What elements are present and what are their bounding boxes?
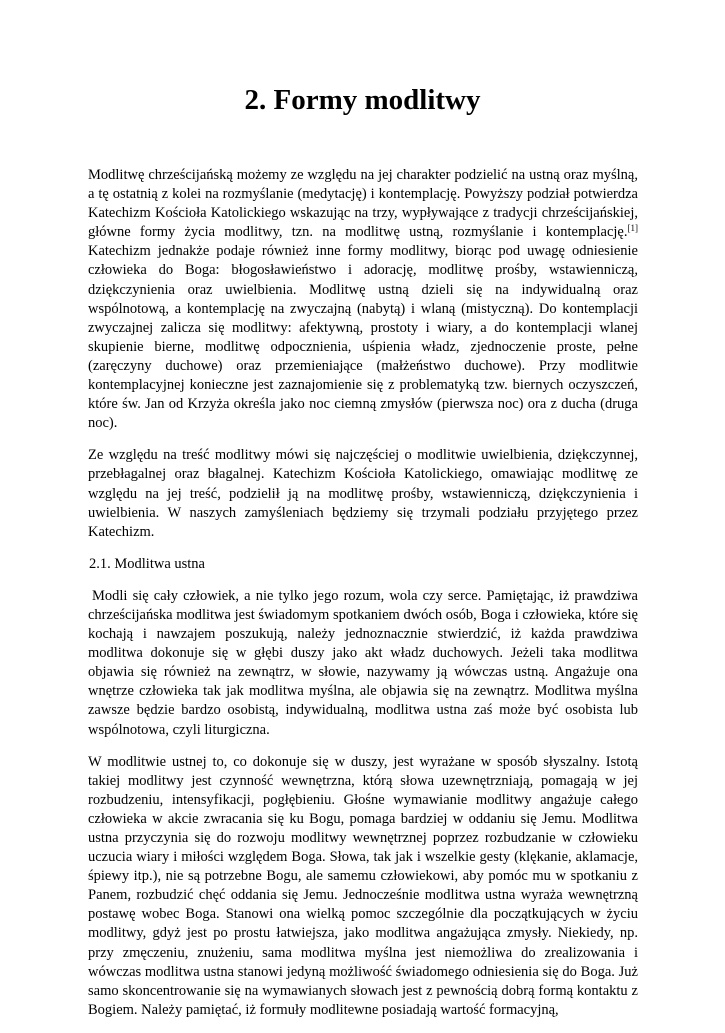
section-heading: 2.1. Modlitwa ustna [89,555,205,572]
document-body [88,166,638,1033]
paragraph-vocal-prayer: W modlitwie ustnej to, co dokonuje się w duszy, jest wyrażane w sposób słyszalny. Istotą takiej modlitwy jest czynność wewnętrzna, którą słowa uzewnętrzniają, pomagają w jej rozbudzeniu, intensyfikacji, pogłębieniu. Głośne wymawianie modlitwy angażuje całego człowieka w akcie zwracania się ku Bogu, pomaga bardziej w oddaniu się Jemu. Modlitwa ustna przyczynia się do rozwoju modlitwy wewnętrznej poprzez rozbudzanie w człowieku uczucia wiary i miłości względem Boga. Słowa, tak jak i wszelkie gesty (klękanie, aklamacje, śpiewy itp.), nie są potrzebne Bogu, ale samemu człowiekowi, aby pomóc mu w spotkaniu z Panem, rozbudzić chęć oddania się Jemu. Jednocześnie modlitwa ustna wyraża wewnętrzną postawę wobec Boga. Stanowi ona wielką pomoc szczególnie dla początkujących w życiu modlitwy, gdyż jest po prostu łatwiejsza, jako modlitwa angażująca zmysły. Niekiedy, np. przy zmęczeniu, znużeniu, sama modlitwa myślna jest niemożliwa do zrealizowania i wówczas modlitwa ustna stanowi jedyną możliwość świadomego odniesienia się do Boga. Już samo skoncentrowanie się na wymawianych słowach jest z pewnością dobrą formą kontaktu z Bogiem. Należy pamiętać, iż formuły modlitewne posiadają wartość formacyjną, [88,753,638,1018]
page-title: 2. Formy modlitwy [244,84,481,116]
paragraph-text: Modlitwę chrześcijańską możemy ze względu na jej charakter podzielić na ustną oraz myślną, a tę ostatnią z kolei na rozmyślanie (medytację) i kontemplację. Powyższy podział potwierdza Katechizm Kościoła Katolickiego wskazując na trzy, wypływające z tradycji chrześcijańskiej, główne formy życia modlitwy, tzn. na modlitwę ustną, rozmyślanie i kontemplację. [88,167,638,241]
paragraph-whole-person-prays: Modli się cały człowiek, a nie tylko jego rozum, wola czy serce. Pamiętając, iż prawdziwa chrześcijańska modlitwa jest świadomym spotkaniem dwóch osób, Boga i człowieka, które się kochają i nawzajem poszukują, należy jednoznacznie stwierdzić, iż każda prawdziwa modlitwa dokonuje się w głębi duszy jako akt władz duchowych. Jeżeli taka modlitwa objawia się również na zewnątrz, w słowie, nazywamy ją wówczas ustną. Angażuje ona wnętrze człowieka tak jak modlitwa myślna, ale objawia się na zewnątrz. Modlitwa myślna zawsze będzie bardzo osobistą, indywidualną, modlitwa ustna zaś może być osobista lub wspólnotowa, czyli liturgiczna. [88,587,638,738]
footnote-reference[interactable]: [1] [627,223,638,234]
paragraph-content-of-prayer: Ze względu na treść modlitwy mówi się najczęściej o modlitwie uwielbienia, dziękczynnej, przebłagalnej oraz błagalnej. Katechizm Kościoła Katolickiego, omawiając modlitwę ze względu na jej treść, podzielił ją na modlitwę prośby, wstawienniczą, dziękczynienia i uwielbienia. W naszych zamyśleniach będziemy się trzymali podziału przyjętego przez Katechizm. [88,447,638,540]
paragraph-forms-of-prayer [88,166,638,433]
paragraph-text: Katechizm jednakże podaje również inne formy modlitwy, biorąc pod uwagę odniesienie człowieka do Boga: błogosławieństwo i adorację, modlitwę prośby, wstawienniczą, dziękczynienia oraz uwielbienia. Modlitwę ustną dzieli się na indywidualną oraz wspólnotową, a kontemplację na zwyczajną (nabytą) i wlaną (mistyczną). Do kontemplacji zwyczajnej zalicza się modlitwy: afektywną, prostoty i wiary, a do kontemplacji wlanej skupienie bierne, modlitwę odpocznienia, uśpienia władz, zjednoczenie proste, pełne (zaręczyny duchowe) oraz przemieniające (małżeństwo duchowe). Przy modlitwie kontemplacyjnej konieczne jest zaznajomienie się z problematyką tzw. biernych oczyszczeń, które św. Jan od Krzyża określa jako noc ciemną zmysłów (pierwsza noc) ora z ducha (druga noc). [88,243,638,432]
